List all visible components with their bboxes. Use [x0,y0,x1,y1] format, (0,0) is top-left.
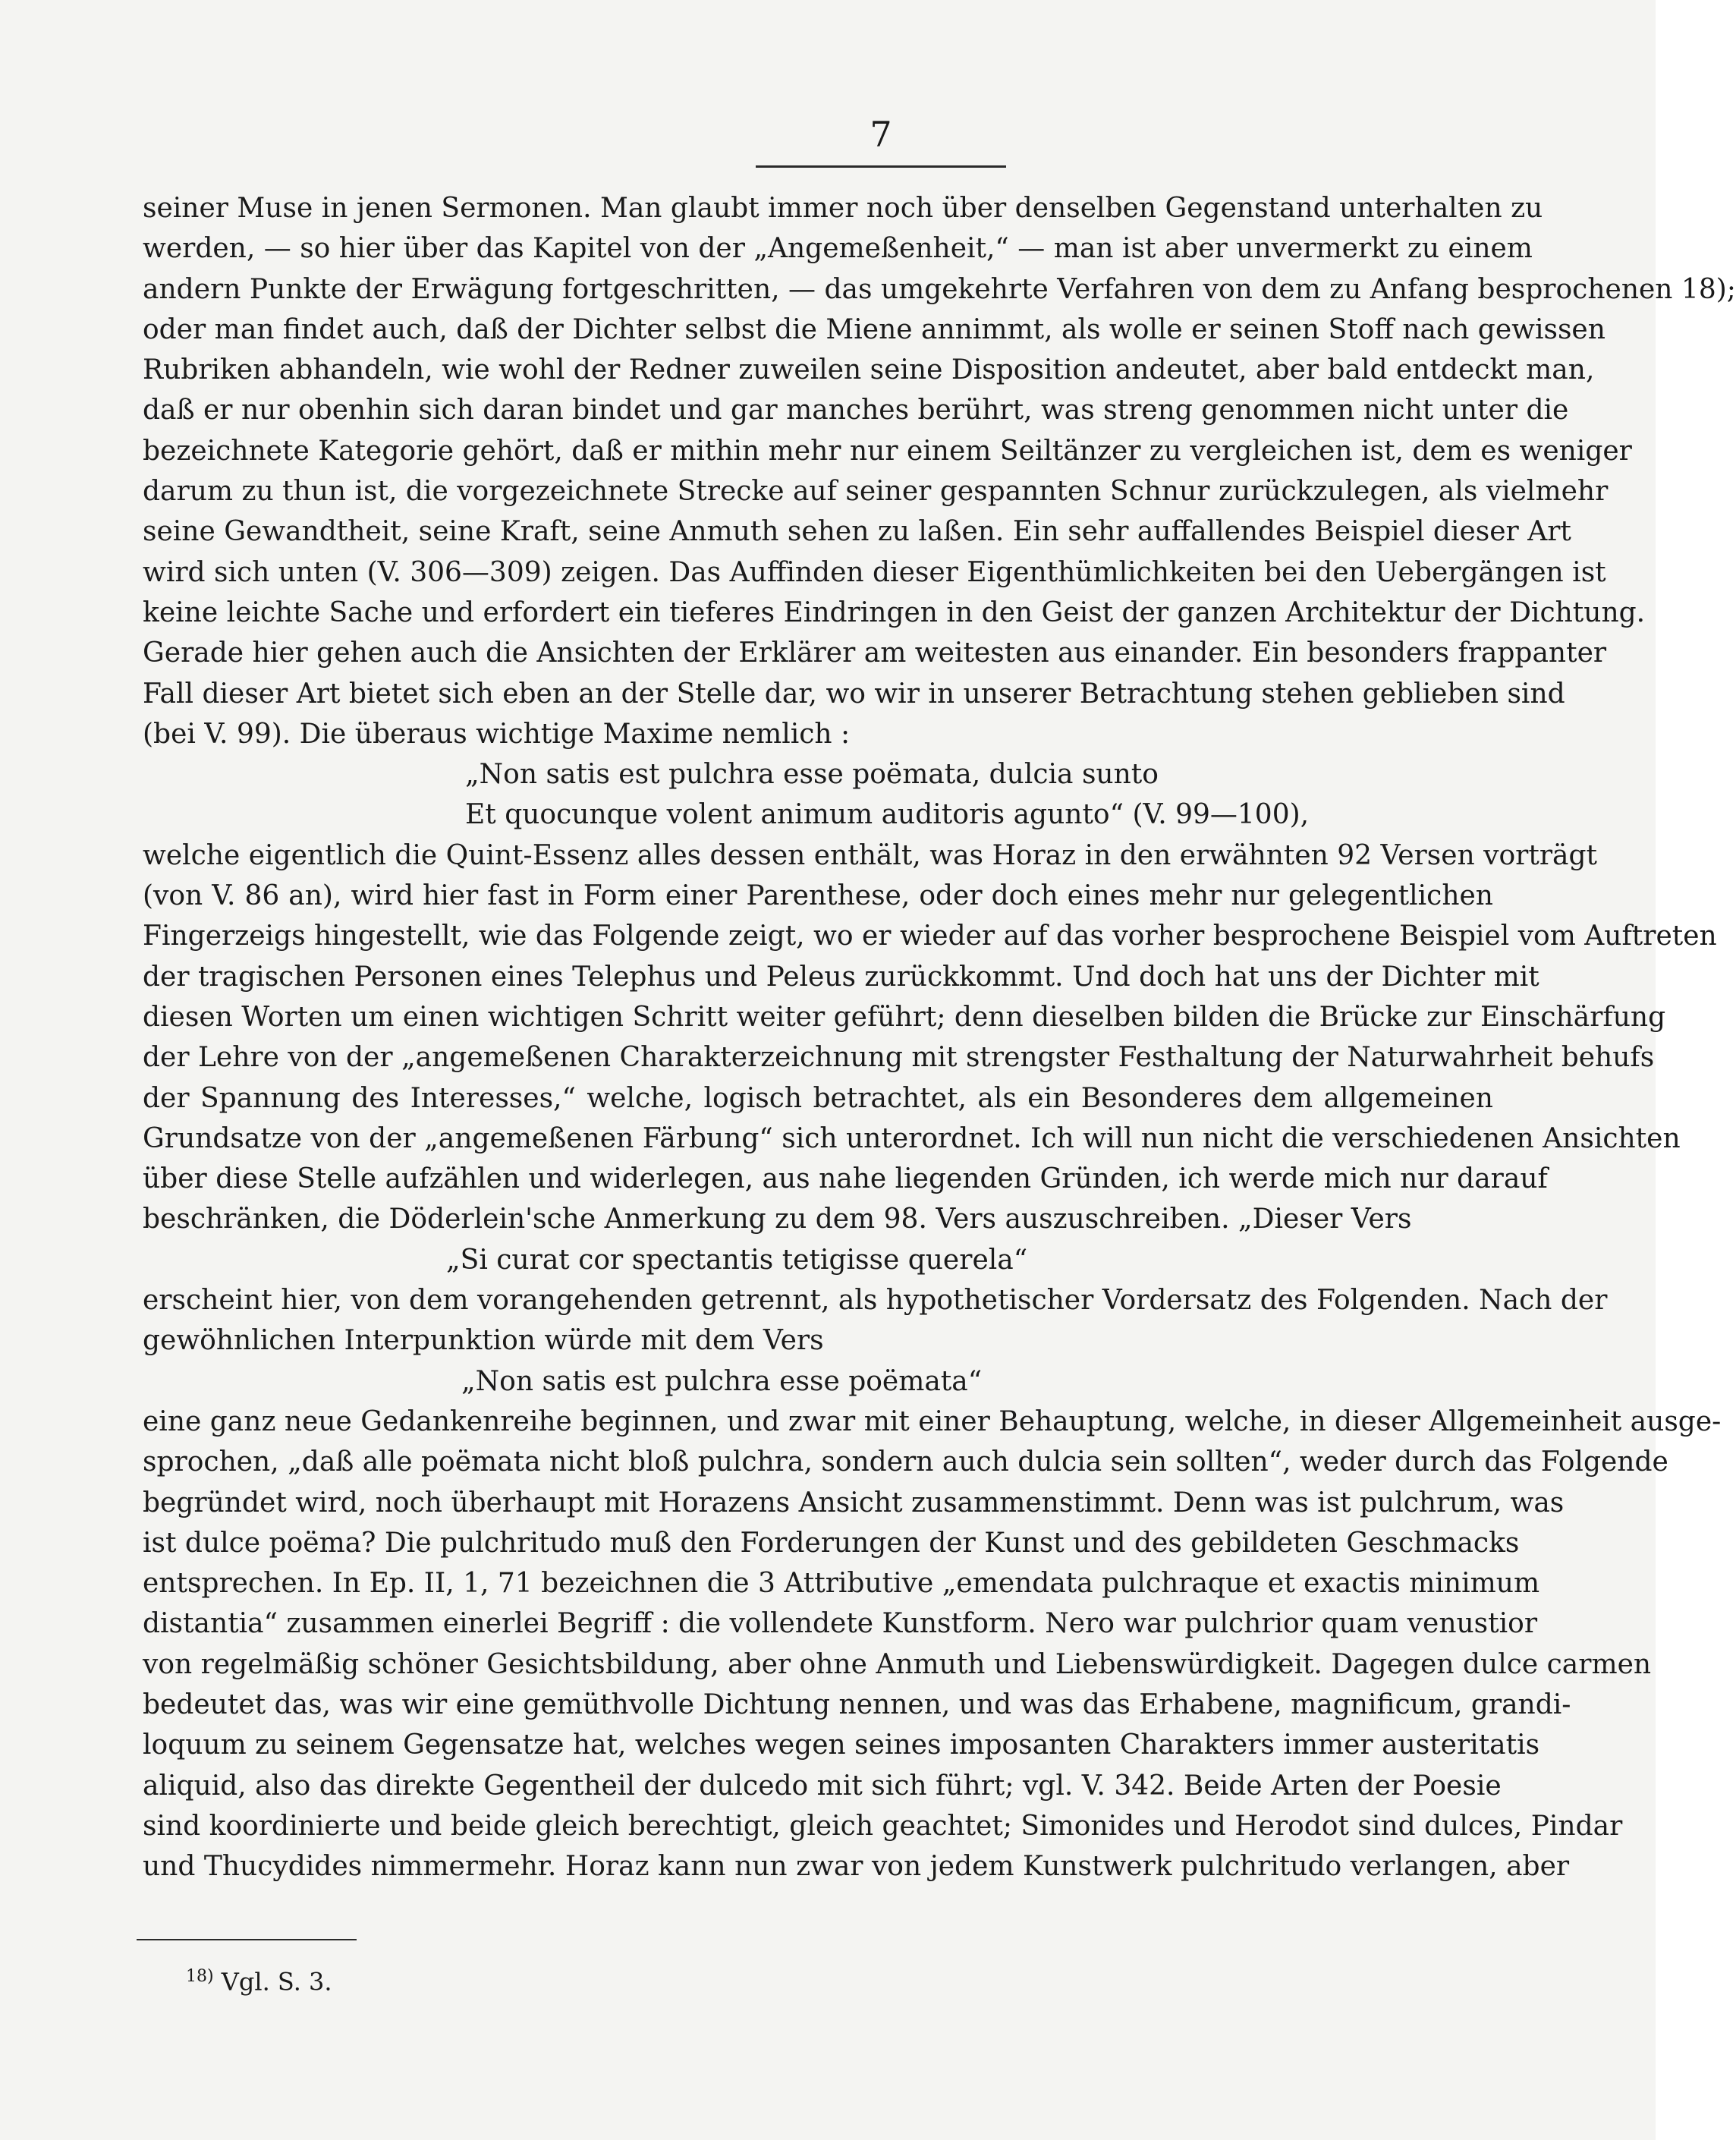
text-line: der tragischen Personen eines Telephus und Peleus zurückkommt. Und doch hat uns der Dichter mit [143,961,1539,993]
footnote-text: Vgl. S. 3. [221,1967,332,1997]
text-line: von regelmäßig schöner Gesichtsbildung, aber ohne Anmuth und Liebenswürdigkeit. Dagegen dulce carmen [143,1648,1652,1680]
text-line: sind koordinierte und beide gleich berechtigt, gleich geachtet; Simonides und Herodot sind dulces, Pindar [143,1810,1623,1842]
footnote-marker: 18) [186,1967,214,1986]
footnote-divider [137,1939,357,1940]
page-number: 7 [756,114,1005,168]
text-line: darum zu thun ist, die vorgezeichnete Strecke auf seiner gespannten Schnur zurückzulegen, als vielmehr [143,476,1609,508]
text-line: andern Punkte der Erwägung fortgeschritten, — das umgekehrte Verfahren von dem zu Anfang besprochenen 18); [143,273,1736,305]
footnote [186,1967,332,1997]
quote-line: „Si curat cor spectantis tetigisse querela“ [446,1244,1028,1276]
text-line: der Lehre von der „angemeßenen Charakterzeichnung mit strengster Festhaltung der Naturwahrheit behufs [143,1042,1655,1074]
quote-line: Et quocunque volent animum auditoris agunto“ (V. 99—100), [465,799,1310,831]
text-line: werden, — so hier über das Kapitel von der „Angemeßenheit,“ — man ist aber unvermerkt zu einem [143,233,1533,265]
text-line: bedeutet das, was wir eine gemüthvolle Dichtung nennen, und was das Erhabene, magnificum, grandi- [143,1688,1571,1720]
text-line: keine leichte Sache und erfordert ein tieferes Eindringen in den Geist der ganzen Architektur der Dichtung. [143,596,1646,628]
text-line: ist dulce poëma? Die pulchritudo muß den Forderungen der Kunst und des gebildeten Geschmacks [143,1527,1520,1559]
text-line: Gerade hier gehen auch die Ansichten der Erklärer am weitesten aus einander. Ein besonders frappanter [143,637,1607,669]
text-line: gewöhnlichen Interpunktion würde mit dem Vers [143,1325,824,1357]
text-line: loquum zu seinem Gegensatze hat, welches wegen seines imposanten Charakters immer austeritatis [143,1729,1540,1761]
text-line: Grundsatze von der „angemeßenen Färbung“ sich unterordnet. Ich will nun nicht die verschiedenen Ansichten [143,1122,1681,1154]
text-line: Fingerzeigs hingestellt, wie das Folgende zeigt, wo er wieder auf das vorher besprochene Beispiel vom Auftreten [143,921,1717,952]
body-text [143,188,1736,1887]
text-line: entsprechen. In Ep. II, 1, 71 bezeichnen die 3 Attributive „emendata pulchraque et exactis minimum [143,1568,1540,1600]
text-line: sprochen, „daß alle poëmata nicht bloß pulchra, sondern auch dulcia sein sollten“, weder durch das Folgende [143,1446,1668,1478]
text-line: (von V. 86 an), wird hier fast in Form einer Parenthese, oder doch eines mehr nur gelegentlichen [143,880,1493,912]
text-line: distantia“ zusammen einerlei Begriff : die vollendete Kunstform. Nero war pulchrior quam venustior [143,1608,1538,1640]
text-line: Fall dieser Art bietet sich eben an der Stelle dar, wo wir in unserer Betrachtung stehen geblieben sind [143,678,1565,710]
text-line: (bei V. 99). Die überaus wichtige Maxime nemlich : [143,718,851,750]
text-line: wird sich unten (V. 306—309) zeigen. Das Auffinden dieser Eigenthümlichkeiten bei den Uebergängen ist [143,556,1606,588]
text-line: beschränken, die Döderlein'sche Anmerkung zu dem 98. Vers auszuschreiben. „Dieser Vers [143,1204,1412,1235]
text-line: und Thucydides nimmermehr. Horaz kann nun zwar von jedem Kunstwerk pulchritudo verlangen, aber [143,1851,1570,1883]
text-line: seiner Muse in jenen Sermonen. Man glaubt immer noch über denselben Gegenstand unterhalten zu [143,193,1543,224]
text-line: der Spannung des Interesses,“ welche, logisch betrachtet, als ein Besonderes dem allgemeinen [143,1082,1493,1114]
text-line: eine ganz neue Gedankenreihe beginnen, und zwar mit einer Behauptung, welche, in dieser Allgemeinheit ausge- [143,1405,1722,1437]
text-line: aliquid, also das direkte Gegentheil der dulcedo mit sich führt; vgl. V. 342. Beide Arten der Poesie [143,1770,1502,1802]
text-line: begründet wird, noch überhaupt mit Horazens Ansicht zusammenstimmt. Denn was ist pulchrum, was [143,1487,1565,1518]
text-line: bezeichnete Kategorie gehört, daß er mithin mehr nur einem Seiltänzer zu vergleichen ist, dem es weniger [143,435,1632,467]
text-line: welche eigentlich die Quint-Essenz alles dessen enthält, was Horaz in den erwähnten 92 Versen vorträgt [143,839,1598,871]
text-line: diesen Worten um einen wichtigen Schritt weiter geführt; denn dieselben bilden die Brücke zur Einschärfung [143,1001,1666,1033]
text-line: über diese Stelle aufzählen und widerlegen, aus nahe liegenden Gründen, ich werde mich nur darauf [143,1163,1548,1195]
text-line: Rubriken abhandeln, wie wohl der Redner zuweilen seine Disposition andeutet, aber bald entdeckt man, [143,354,1595,386]
text-line: erscheint hier, von dem vorangehenden getrennt, als hypothetischer Vordersatz des Folgenden. Nach der [143,1285,1608,1317]
quote-line: „Non satis est pulchra esse poëmata, dulcia sunto [465,759,1159,791]
quote-line: „Non satis est pulchra esse poëmata“ [461,1365,983,1397]
text-line: oder man findet auch, daß der Dichter selbst die Miene annimmt, als wolle er seinen Stoff nach gewissen [143,313,1605,345]
text-line: daß er nur obenhin sich daran bindet und gar manches berührt, was streng genommen nicht unter die [143,395,1569,426]
page-header [0,114,1656,168]
text-line: seine Gewandtheit, seine Kraft, seine Anmuth sehen zu laßen. Ein sehr auffallendes Beispiel dieser Art [143,516,1571,548]
